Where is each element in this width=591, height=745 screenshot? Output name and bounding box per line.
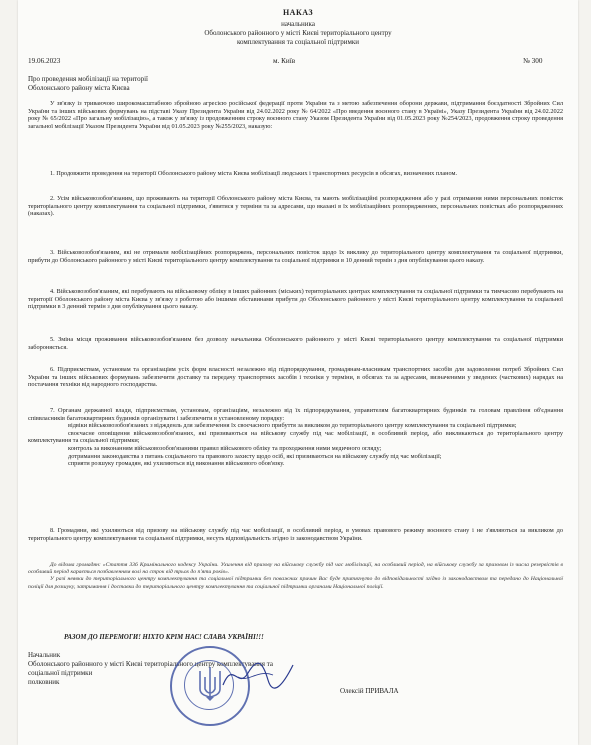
handwritten-signature-icon — [218, 655, 298, 695]
paragraph-7-item-e: сприяти розшуку громадян, які ухиляються від виконання військового обов'язку. — [68, 460, 285, 468]
signatory-name: Олексій ПРИВАЛА — [340, 687, 399, 695]
legal-note-1: До відома громадян: «Стаття 336 Кримінального кодексу України. Ухилення від призову на військову службу під час мобілізації, на особливий період, на військову службу за призовом із числа резервістів в особливий період карається позбавленням волі на строк від трьох до п'яти років». — [28, 562, 563, 576]
order-number: № 300 — [523, 57, 543, 65]
header-line-1: начальника — [281, 20, 315, 28]
paragraph-7-item-c: контроль за виконанням військовозобов'язаними правил військового обліку та проходження ними медичного огляду; — [68, 444, 382, 452]
order-city: м. Київ — [273, 57, 296, 65]
document-page — [18, 0, 578, 745]
paragraph-5 — [28, 336, 563, 351]
paragraph-6 — [28, 366, 563, 389]
header-line-2: Оболонського районного у місті Києві територіального центру — [204, 29, 392, 37]
paragraph-7-text: 7. Органам державної влади, підприємствам, установам, організаціям, незалежно від їх підпорядкування, управителям багатоквартирних будинків та головам правління об'єднання співвласників багатоквартирних будинків організувати і забезпечити в установленому порядку: — [28, 407, 563, 422]
paragraph-7-item-b: своєчасне оповіщення військовозобов'язаних, які призиваються на військову службу під час мобілізації, в особливий період, або викликаються до територіального центру комплектування та соціальної підтримки; — [28, 429, 563, 445]
signature-org: Оболонського районного у місті Києві територіального центру комплектування та — [28, 660, 274, 668]
signature-org-2: соціальної підтримки — [28, 669, 93, 677]
legal-note — [28, 562, 563, 591]
paragraph-3-text: 3. Військовозобов'язаним, які не отримали мобілізаційних розпоряджень, персональних повісток щодо їх виклику до територіального центру комплектування та соціальної підтримки, прибути до Оболонського районного у місті Києві територіального центру комплектування та соціальної підтримки в 10 денний термін з дня опублікування цього наказу. — [28, 249, 563, 264]
header-line-3: комплектування та соціальної підтримки — [236, 38, 360, 46]
document-title: НАКАЗ — [282, 8, 314, 17]
subject-line-2: Оболонського району міста Києва — [28, 83, 130, 92]
signature-rank: полковник — [28, 678, 60, 686]
paragraph-7 — [28, 407, 563, 468]
slogan: РАЗОМ ДО ПЕРЕМОГИ! НІХТО КРІМ НАС! СЛАВА УКРАЇНІ!!! — [64, 634, 264, 641]
paragraph-8 — [28, 527, 563, 542]
paragraph-2-text: 2. Усім військовозобов'язаним, що проживають на території Оболонського району міста Києва, та мають мобілізаційні розпорядження або у разі отримання ними персональних повісток територіального центру комплектування та соціальної підтримки, з'явитися у терміни та за адресами, що вказані в їх мобілізаційних розпорядженнях, персональних повістках або розпорядженнях (наказах). — [28, 195, 563, 218]
intro-paragraph: У зв'язку із триваючою широкомасштабною збройною агресією російської федерації проти України та з метою забезпечення оборони держави, підтримання боєздатності Збройних Сил України та інших військових формувань на підставі Указу Президента України від 24.02.2022 року № 64/2022 «Про введення воєнного стану в Україні», Указу Президента України від 24.02.2022 року № 65/2022 «Про загальну мобілізацію», а також у зв'язку із продовженням строку воєнного стану Указом Президента України від 01.05.2023 року №254/2023, продовження строку проведення загальної мобілізації Указом Президента України від 01.05.2023 року №255/2023, наказую: — [28, 100, 563, 130]
paragraph-2 — [28, 195, 563, 218]
paragraph-6-text: 6. Підприємствам, установам та організаціям усіх форм власності незалежно від підпорядкування, громадянам-власникам транспортних засобів для задоволення потреб Збройних Сил України та інших військових формувань забезпечити доставку та передачу транспортних засобів і техніки у терміни, в обсягах та за адресами, визначеними у зведених (часткових) нарядах на постачання техніки від народного господарства. — [28, 366, 563, 389]
paragraph-3 — [28, 249, 563, 264]
subject-line-1: Про проведення мобілізації на території — [28, 75, 148, 83]
paragraph-4-text: 4. Військовозобов'язаним, які перебувають на військовому обліку в інших районних (міських) територіальних центрах комплектування та соціальної підтримки та тимчасово перебувають на території Оболонського району міста Києва у зв'язку з роботою або іншими обставинами прибути до Оболонського районного у місті Києві територіального центру комплектування та соціальної підтримки в 3 денний термін з дня опублікування цього наказу. — [28, 288, 563, 311]
paragraph-1 — [28, 170, 563, 178]
paragraph-8-text: 8. Громадяни, які ухиляються від призову на військову службу під час мобілізації, в особливий період, в умовах правового режиму воєнного стану і не з'являються за викликом до територіального центру комплектування та соціальної підтримки, несуть відповідальність згідно із законодавством України. — [28, 527, 563, 542]
paragraph-7-item-d: дотримання законодавства з питань соціального та правового захисту щодо осіб, які призиваються на військову службу під час мобілізації; — [68, 452, 442, 460]
legal-note-2: У разі неявки до територіального центру комплектування та соціальної підтримки без поважних причин Вас буде притягнуто до відповідальності згідно із законодавством та передано до Національної поліції для розшуку, затримання і доставки до територіального центру комплектування та соціальної підтримки органами Національної поліції. — [28, 576, 563, 590]
paragraph-7-item-a: відвіки військовозобов'язаних з віджденль для забезпечення їх своєчасного прибуття за викликом до територіального центру комплектування та соціальної підтримки; — [68, 422, 517, 430]
paragraph-4 — [28, 288, 563, 311]
paragraph-5-text: 5. Зміна місця проживання військовозобов'язаним без дозволу начальника Оболонського районного у місті Києві територіального центру комплектування та соціальної підтримки забороняється. — [28, 336, 563, 351]
signature-title: Начальник — [28, 651, 61, 659]
order-subject — [28, 75, 148, 92]
paragraph-1-text: 1. Продовжити проведення на території Оболонського району міста Києва мобілізації людських і транспортних ресурсів в обсягах, визначених планом. — [50, 170, 458, 177]
order-intro — [28, 100, 563, 130]
order-date: 19.06.2023 — [28, 57, 61, 65]
